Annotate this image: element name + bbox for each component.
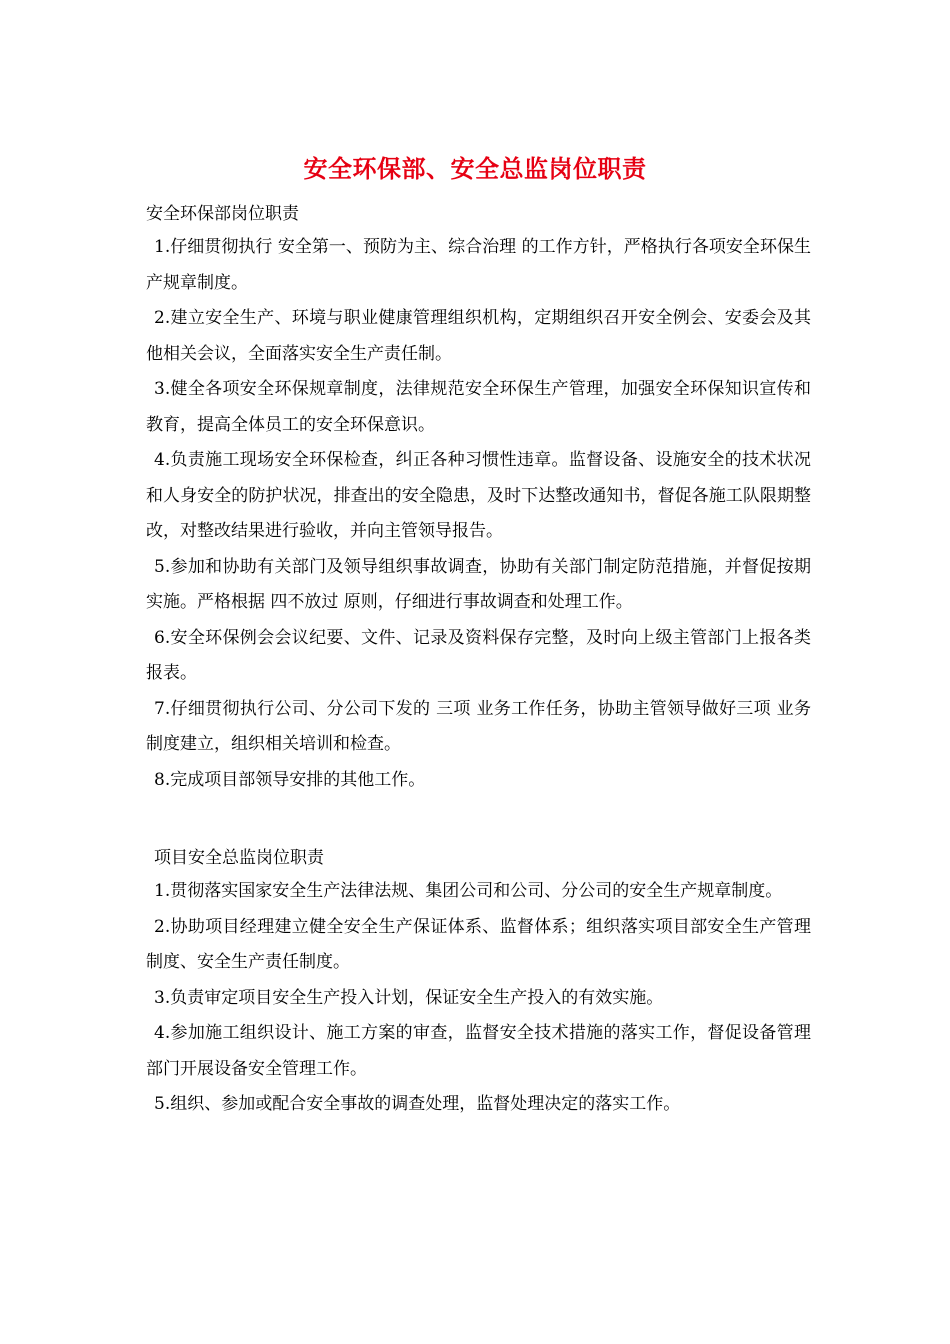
list-item: 1.贯彻落实国家安全生产法律法规、集团公司和公司、分公司的安全生产规章制度。 (154, 881, 783, 901)
list-item: 3.负责审定项目安全生产投入计划，保证安全生产投入的有效实施。 (154, 987, 664, 1008)
list-item: 2.协助项目经理建立健全安全生产保证体系、监督体系；组织落实项目部安全生产管理制度、安全生产责任制度。 (146, 916, 811, 972)
list-item: 3.健全各项安全环保规章制度，法律规范安全环保生产管理，加强安全环保知识宣传和教育，提高全体员工的安全环保意识。 (146, 379, 811, 435)
document-title: 安全环保部、安全总监岗位职责 (303, 154, 647, 183)
list-item: 7.仔细贯彻执行公司、分公司下发的 三项 业务工作任务，协助主管领导做好三项 业务制度建立，组织相关培训和检查。 (146, 698, 811, 754)
section-heading: 安全环保部岗位职责 (146, 204, 299, 224)
section-safety-department (146, 198, 811, 798)
list-item: 5.组织、参加或配合安全事故的调查处理，监督处理决定的落实工作。 (154, 1094, 681, 1114)
section-heading: 项目安全总监岗位职责 (154, 848, 324, 868)
section-safety-director (146, 842, 811, 1123)
list-item: 4.参加施工组织设计、施工方案的审查，监督安全技术措施的落实工作，督促设备管理部门开展设备安全管理工作。 (146, 1023, 811, 1079)
list-item: 5.参加和协助有关部门及领导组织事故调查，协助有关部门制定防范措施，并督促按期实施。严格根据 四不放过 原则，仔细进行事故调查和处理工作。 (146, 556, 811, 612)
list-item: 4.负责施工现场安全环保检查，纠正各种习惯性违章。监督设备、设施安全的技术状况和人身安全的防护状况，排查出的安全隐患，及时下达整改通知书，督促各施工队限期整改，对整改结果进行验收，并向主管领导报告。 (146, 450, 811, 541)
list-item: 2.建立安全生产、环境与职业健康管理组织机构，定期组织召开安全例会、安委会及其他相关会议，全面落实安全生产责任制。 (146, 308, 811, 364)
list-item: 1.仔细贯彻执行 安全第一、预防为主、综合治理 的工作方针，严格执行各项安全环保生产规章制度。 (146, 237, 811, 293)
list-item: 8.完成项目部领导安排的其他工作。 (154, 769, 426, 790)
list-item: 6.安全环保例会会议纪要、文件、记录及资料保存完整，及时向上级主管部门上报各类报表。 (146, 627, 811, 683)
